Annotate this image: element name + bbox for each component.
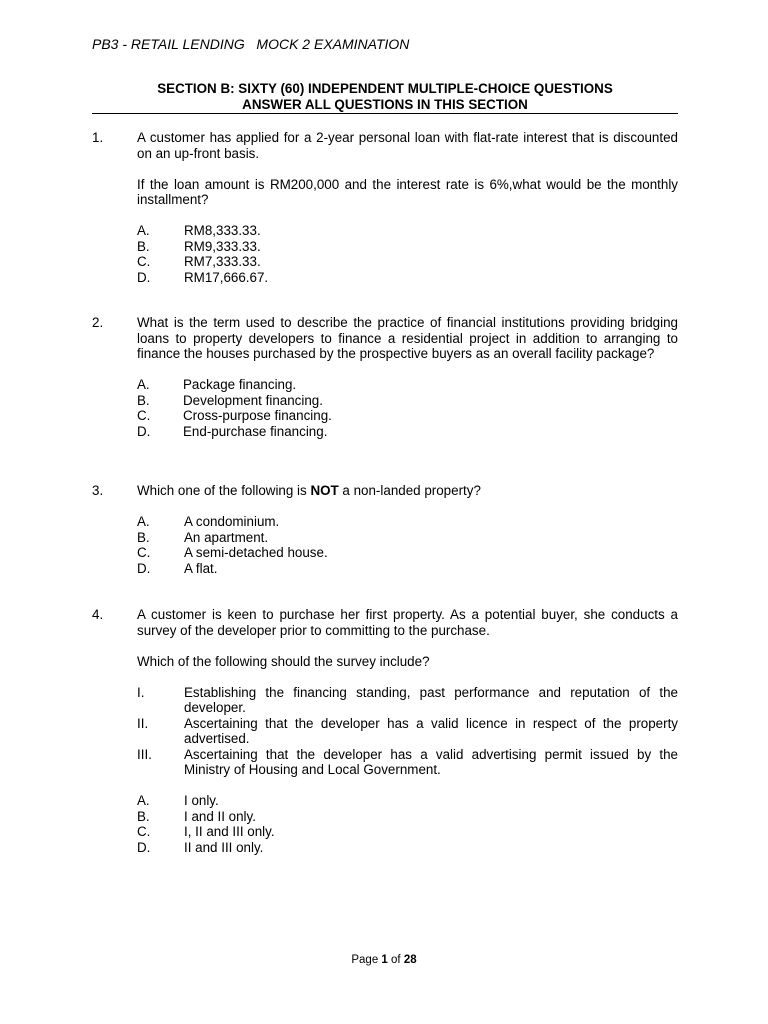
statement-text: Ascertaining that the developer has a valid advertising permit issued by the Ministry of Housing and Local Government.: [184, 746, 678, 777]
answer-option-d: [137, 840, 678, 856]
answer-option-a: [137, 793, 678, 809]
section-divider: [92, 113, 678, 114]
answer-option-a: [137, 377, 678, 393]
statement-ii: [137, 716, 678, 747]
answer-option-d: [137, 561, 678, 577]
option-letter: C.: [137, 824, 151, 839]
option-letter: D.: [137, 560, 151, 576]
page-header-title: PB3 - RETAIL LENDING MOCK 2 EXAMINATION: [92, 36, 410, 52]
question-number: 2.: [92, 315, 104, 330]
option-letter: B.: [137, 238, 150, 254]
question-number: 1.: [92, 130, 104, 145]
current-page-number: 1: [381, 954, 388, 966]
section-heading-line2: ANSWER ALL QUESTIONS IN THIS SECTION: [242, 96, 528, 112]
total-page-count: 28: [403, 954, 417, 966]
option-text: Development financing.: [183, 392, 323, 408]
option-text: End-purchase financing.: [183, 423, 328, 439]
answer-option-c: [137, 254, 678, 270]
option-letter: B.: [137, 529, 150, 545]
answer-option-c: [137, 408, 678, 424]
option-text: I, II and III only.: [184, 824, 275, 839]
option-letter: D.: [137, 839, 151, 855]
answer-option-b: [137, 393, 678, 409]
option-text: A semi-detached house.: [184, 545, 328, 560]
answer-option-a: [137, 223, 678, 239]
answer-option-d: [137, 270, 678, 286]
question-text: A customer has applied for a 2-year personal loan with flat-rate interest that is discounted on an up-front basis.: [137, 130, 678, 161]
option-text: A condominium.: [184, 514, 280, 529]
option-letter: A.: [137, 514, 150, 529]
option-letter: C.: [137, 408, 151, 423]
page-footer: [0, 953, 768, 969]
answer-option-b: [137, 239, 678, 255]
option-text: I only.: [184, 793, 219, 808]
question-text: Which of the following should the survey include?: [137, 653, 430, 669]
option-text: Package financing.: [183, 377, 297, 392]
option-text: Cross-purpose financing.: [183, 408, 332, 423]
option-text: An apartment.: [184, 529, 269, 545]
answer-option-a: [137, 514, 678, 530]
option-letter: B.: [137, 808, 150, 824]
question-1: [92, 130, 678, 285]
option-letter: C.: [137, 545, 151, 560]
statement-number: II.: [137, 715, 149, 731]
question-text: If the loan amount is RM200,000 and the interest rate is 6%,what would be the monthly installment?: [137, 176, 678, 207]
option-text: RM8,333.33.: [184, 223, 261, 238]
answer-option-b: [137, 809, 678, 825]
option-text: I and II only.: [184, 808, 256, 824]
answer-option-c: [137, 545, 678, 561]
question-3: [92, 483, 678, 576]
option-text: RM7,333.33.: [184, 254, 261, 269]
page-label: Page: [351, 954, 379, 966]
option-letter: B.: [137, 392, 150, 408]
question-text: A customer is keen to purchase her first property. As a potential buyer, she conducts a survey of the developer prior to committing to the purchase.: [137, 607, 678, 638]
statement-text: Establishing the financing standing, past performance and reputation of the developer.: [184, 684, 678, 715]
option-letter: A.: [137, 377, 150, 392]
answer-option-d: [137, 424, 678, 440]
statement-number: I.: [137, 684, 145, 700]
option-letter: D.: [137, 423, 151, 439]
question-text: [137, 483, 678, 499]
statement-number: III.: [137, 746, 152, 762]
page-of-label: of: [391, 954, 401, 966]
question-4: [92, 607, 678, 855]
question-number: 4.: [92, 607, 104, 622]
option-text: RM17,666.67.: [184, 269, 269, 285]
option-letter: A.: [137, 223, 150, 238]
option-text: II and III only.: [184, 839, 264, 855]
question-2: [92, 315, 678, 439]
question-emphasis: NOT: [310, 483, 339, 498]
answer-option-c: [137, 824, 678, 840]
section-heading-line1: SECTION B: SIXTY (60) INDEPENDENT MULTIPLE-CHOICE QUESTIONS: [157, 81, 613, 96]
option-letter: A.: [137, 793, 150, 808]
question-text: What is the term used to describe the practice of financial institutions providing bridging loans to property developers to finance a residential project in addition to arranging to finance the houses purchased by the prospective buyers as an overall facility package?: [137, 315, 678, 361]
answer-option-b: [137, 530, 678, 546]
option-letter: D.: [137, 269, 151, 285]
question-text-prefix: Which one of the following is: [137, 483, 311, 498]
section-heading: [92, 81, 678, 112]
option-text: RM9,333.33.: [184, 238, 261, 254]
question-text-suffix: a non-landed property?: [338, 483, 481, 498]
question-number: 3.: [92, 483, 104, 498]
statement-i: [137, 685, 678, 716]
option-letter: C.: [137, 254, 151, 269]
statement-iii: [137, 747, 678, 778]
option-text: A flat.: [184, 560, 218, 576]
statement-text: Ascertaining that the developer has a valid licence in respect of the property advertised.: [184, 715, 678, 746]
